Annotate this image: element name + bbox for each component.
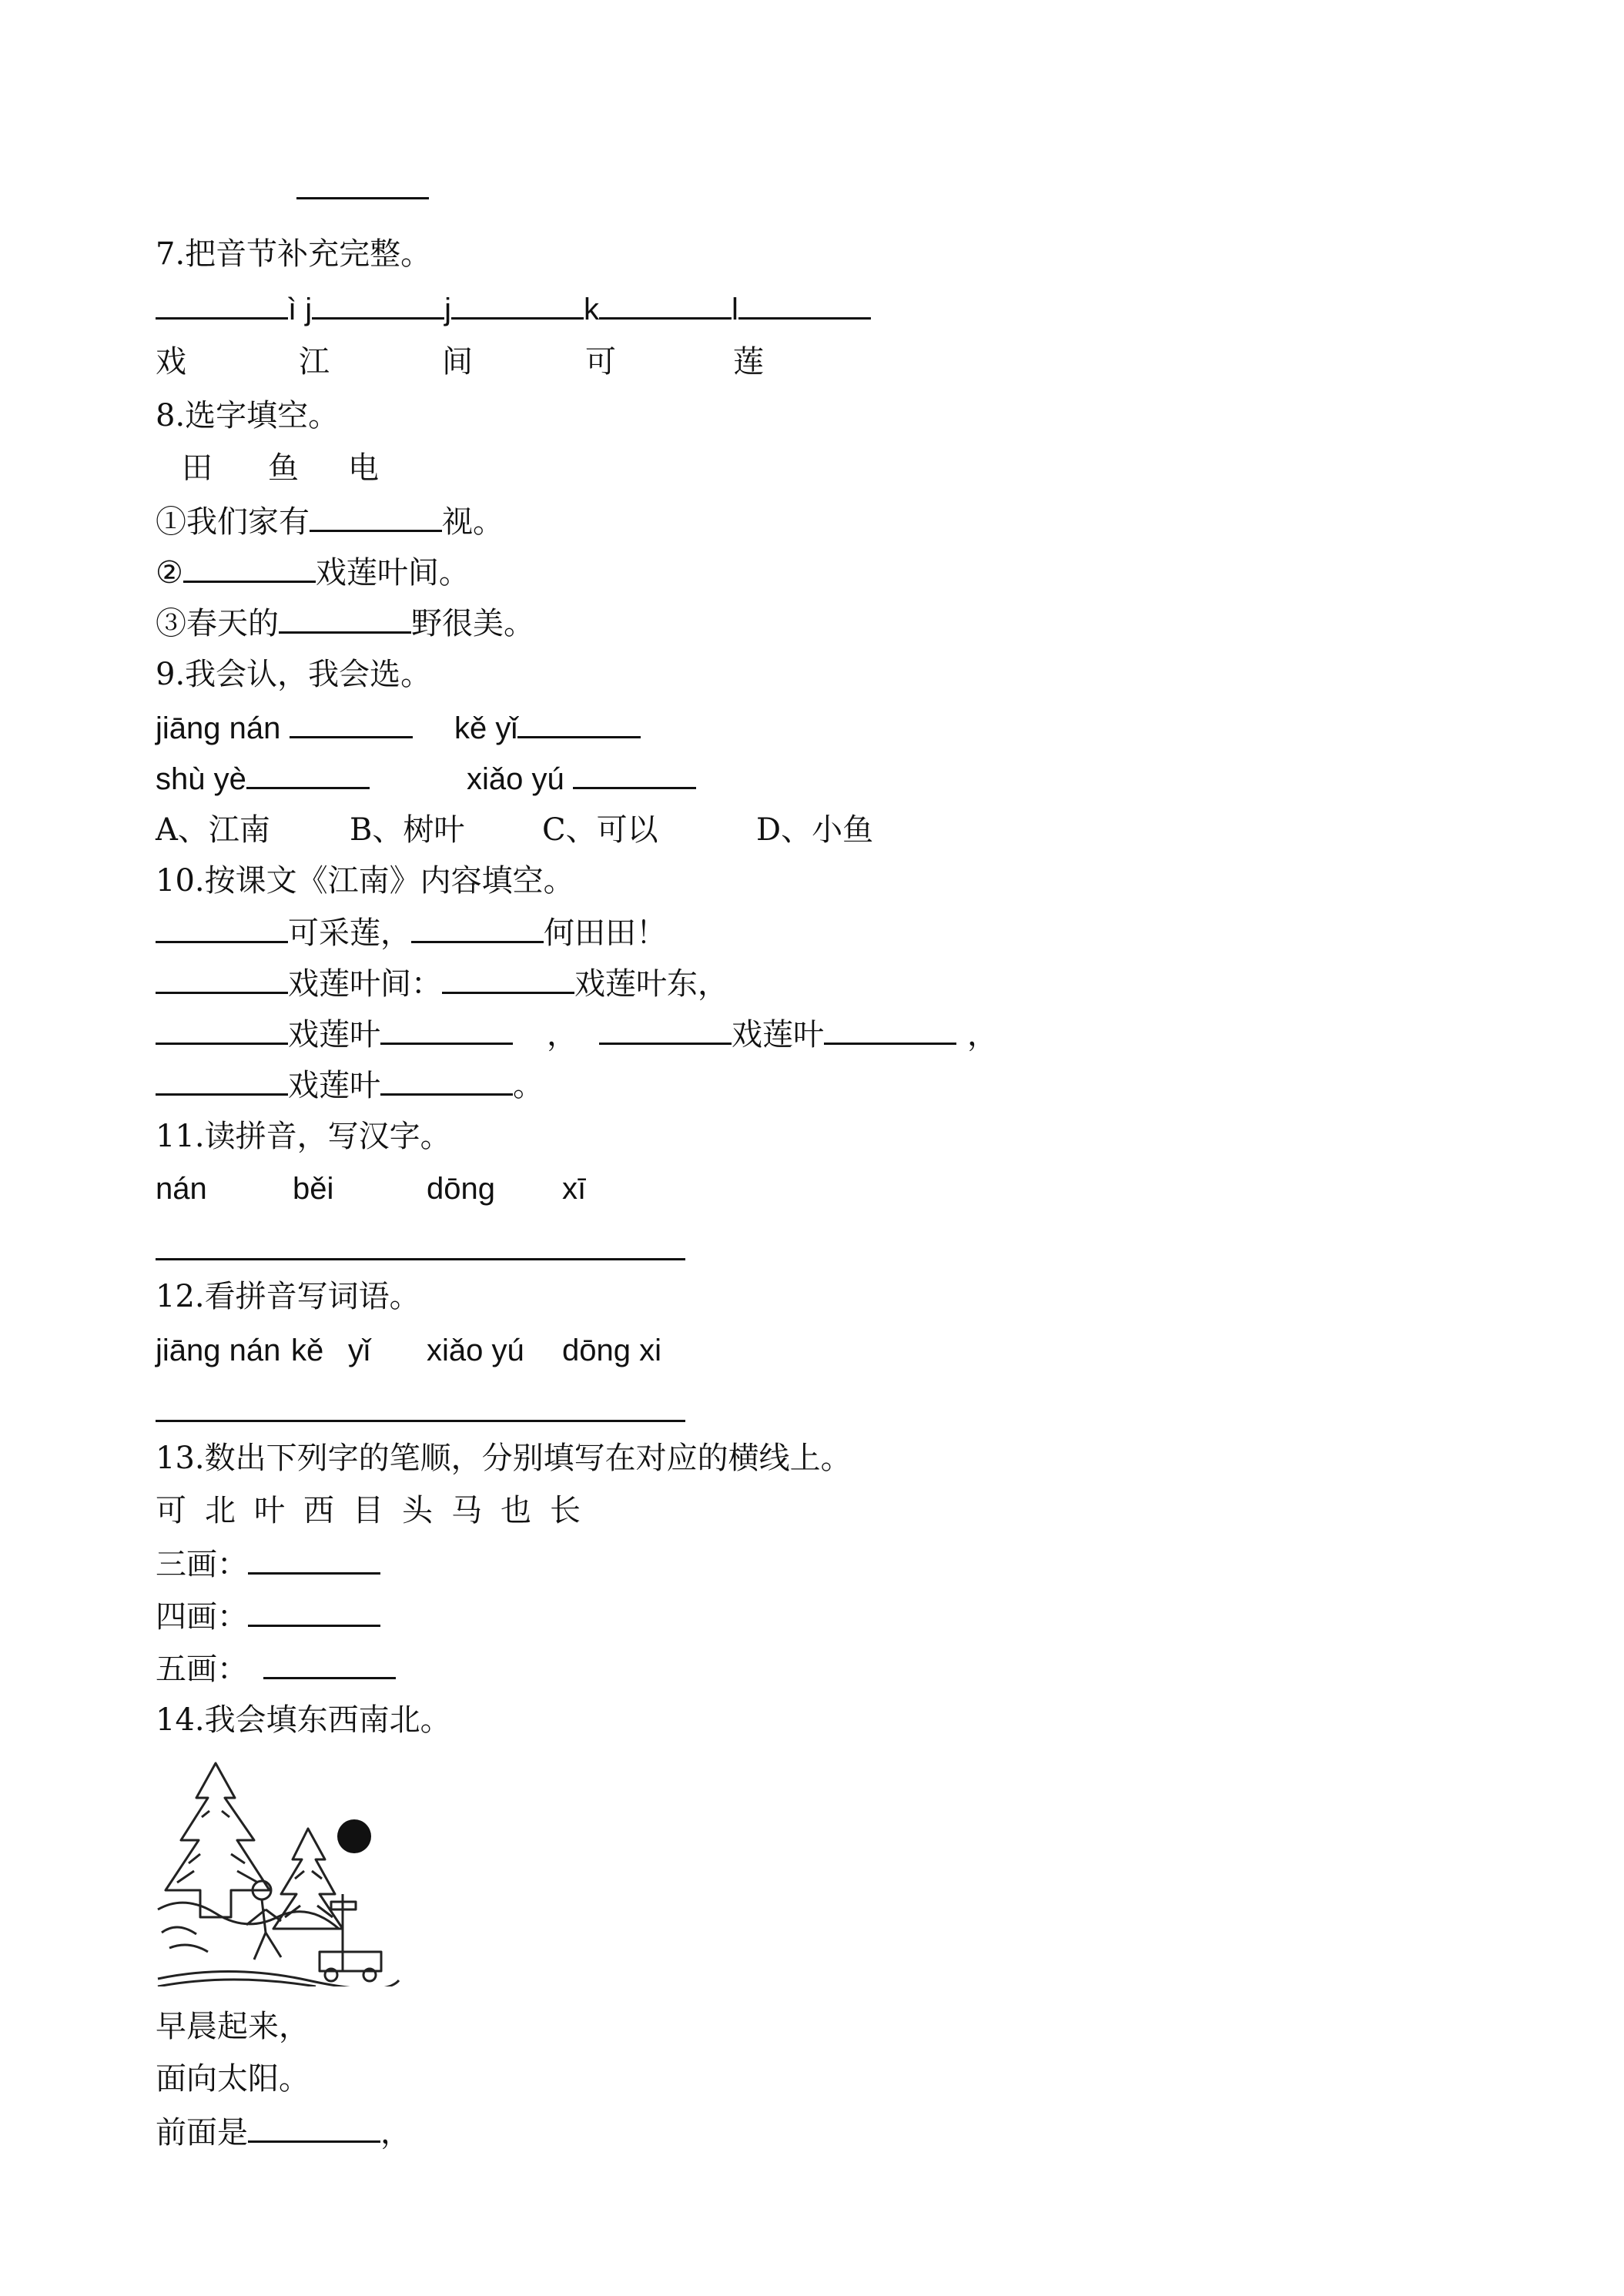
- syllable-hint: l: [732, 293, 738, 326]
- answer-blank[interactable]: [279, 604, 411, 634]
- answer-blank[interactable]: [156, 1066, 288, 1096]
- answer-blank[interactable]: [380, 1015, 513, 1045]
- answer-blank[interactable]: [380, 1066, 513, 1096]
- q12-title: 12.看拼音写词语。: [156, 1279, 420, 1314]
- q12-pinyin: dōng xi: [562, 1334, 661, 1367]
- syllable-hint: j: [444, 293, 452, 326]
- q11-pinyin: xī: [562, 1172, 587, 1206]
- q9-pinyin-item: xiǎo yú: [467, 759, 696, 798]
- answer-blank[interactable]: [312, 290, 444, 320]
- landscape-illustration: [154, 1755, 400, 1986]
- q7-char: 戏: [156, 344, 186, 380]
- q13-stroke-line: 三画：: [156, 1545, 380, 1583]
- q12-pinyin: yǐ: [348, 1334, 370, 1367]
- answer-blank[interactable]: [553, 1392, 685, 1422]
- answer-blank[interactable]: [442, 964, 574, 994]
- q8-item: ①我们家有 视。: [156, 502, 504, 541]
- q9-pinyin-item: shù yè: [156, 759, 370, 798]
- q14-title: 14.我会填东西南北。: [156, 1702, 451, 1738]
- q8-option: 田: [182, 450, 213, 486]
- q12-pinyin: xiǎo yú: [427, 1334, 524, 1367]
- q7-title: 7.把音节补充完整。: [156, 236, 432, 272]
- answer-blank[interactable]: [288, 1230, 420, 1260]
- q7-char: 可: [585, 344, 616, 380]
- answer-blank[interactable]: [156, 290, 288, 320]
- q14-poem-line: 面向太阳。: [156, 2061, 310, 2097]
- syllable-hint: k: [584, 293, 600, 326]
- answer-blank[interactable]: [288, 1392, 420, 1422]
- q11-pinyin: dōng: [427, 1172, 495, 1206]
- q10-line: 戏莲叶间： 戏莲叶东，: [156, 964, 728, 1002]
- answer-blank[interactable]: [156, 913, 288, 943]
- answer-blank[interactable]: [156, 1230, 288, 1260]
- answer-blank[interactable]: [553, 1230, 685, 1260]
- q13-stroke-line: 四画：: [156, 1597, 380, 1635]
- answer-blank[interactable]: [517, 708, 641, 738]
- q7-char: 间: [442, 344, 473, 380]
- answer-blank[interactable]: [451, 290, 584, 320]
- q11-answer-row: [156, 1230, 685, 1269]
- answer-blank[interactable]: [573, 759, 696, 789]
- q10-title: 10.按课文《江南》内容填空。: [156, 863, 574, 899]
- q13-chars: 可 北 叶 西 目 头 马 也 长: [156, 1493, 581, 1528]
- q8-option: 鱼: [268, 450, 299, 486]
- answer-blank[interactable]: [290, 708, 413, 738]
- answer-blank[interactable]: [183, 553, 316, 583]
- q8-item: ② 戏莲叶间。: [156, 553, 470, 591]
- q11-pinyin: nán: [156, 1172, 207, 1206]
- answer-blank[interactable]: [248, 1545, 380, 1575]
- answer-blank[interactable]: [411, 913, 544, 943]
- q8-option: 电: [348, 450, 379, 486]
- syllable-hint: ì j: [288, 293, 313, 326]
- q9-choice: B、树叶: [350, 812, 465, 848]
- answer-blank[interactable]: [296, 169, 429, 208]
- q11-title: 11.读拼音，写汉字。: [156, 1119, 451, 1154]
- q13-title: 13.数出下列字的笔顺，分别填写在对应的横线上。: [156, 1441, 852, 1476]
- answer-blank[interactable]: [156, 1392, 288, 1422]
- q9-pinyin-item: kě yǐ: [454, 708, 641, 747]
- answer-blank[interactable]: [248, 1597, 380, 1627]
- q12-pinyin: kě: [291, 1334, 324, 1367]
- q14-poem-line: 前面是 ，: [156, 2113, 411, 2151]
- q13-stroke-line: 五画：: [156, 1649, 396, 1688]
- q9-pinyin-item: jiāng nán: [156, 708, 413, 747]
- q10-line: 可采莲， 何田田！: [156, 913, 667, 952]
- q10-line: 戏莲叶 。: [156, 1066, 544, 1104]
- q11-pinyin: běi: [293, 1172, 334, 1206]
- q8-title: 8.选字填空。: [156, 398, 340, 433]
- q10-line: 戏莲叶 ， 戏莲叶 ，: [156, 1015, 998, 1053]
- q9-choice: C、可以: [542, 812, 658, 848]
- q9-choice: D、小鱼: [756, 812, 874, 848]
- answer-blank[interactable]: [248, 2113, 380, 2143]
- answer-blank[interactable]: [738, 290, 871, 320]
- q14-poem-line: 早晨起来，: [156, 2009, 310, 2044]
- answer-blank[interactable]: [310, 502, 442, 532]
- q9-choice: A、江南: [156, 812, 270, 848]
- q7-syllable-row: [156, 290, 871, 328]
- q12-pinyin: jiāng nán: [156, 1334, 281, 1367]
- answer-blank[interactable]: [420, 1392, 553, 1422]
- answer-blank[interactable]: [246, 759, 370, 789]
- answer-blank[interactable]: [599, 1015, 732, 1045]
- answer-blank[interactable]: [420, 1230, 553, 1260]
- answer-blank[interactable]: [824, 1015, 956, 1045]
- q7-char: 江: [299, 344, 330, 380]
- answer-blank[interactable]: [263, 1649, 396, 1679]
- q12-answer-row: [156, 1392, 685, 1431]
- q9-title: 9.我会认，我会选。: [156, 657, 432, 692]
- q7-char: 莲: [733, 344, 764, 380]
- q8-item: ③春天的 野很美。: [156, 604, 534, 642]
- answer-blank[interactable]: [156, 964, 288, 994]
- answer-blank[interactable]: [599, 290, 732, 320]
- answer-blank[interactable]: [156, 1015, 288, 1045]
